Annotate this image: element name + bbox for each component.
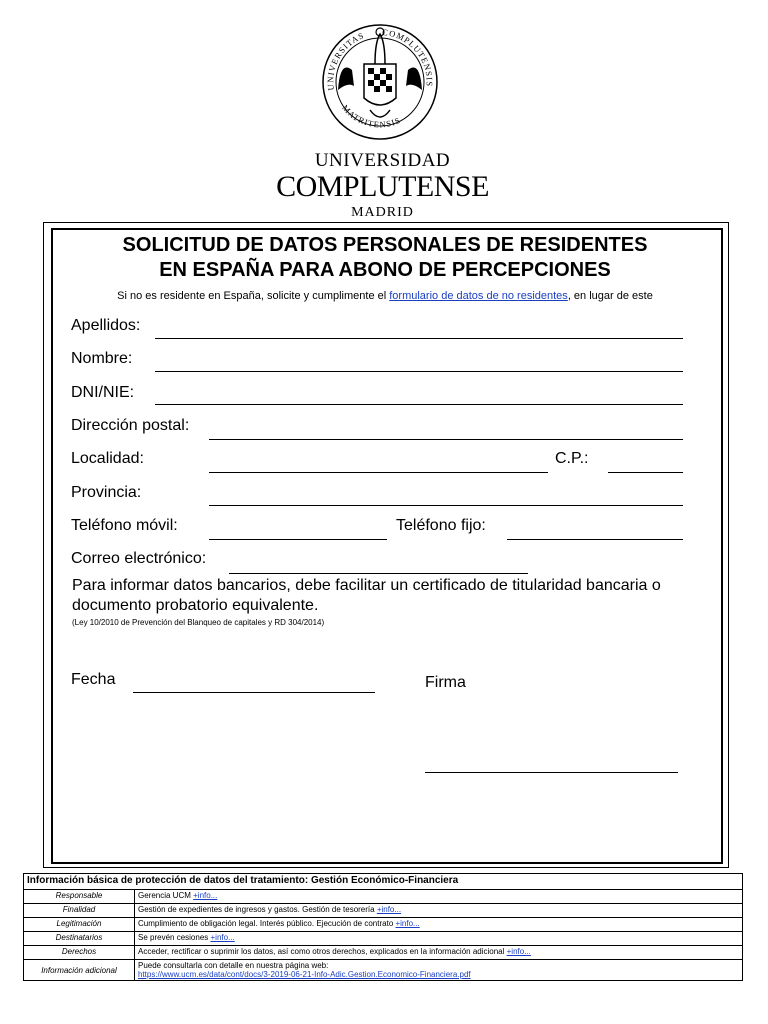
more-info-link[interactable]: +info... [193, 891, 218, 900]
non-resident-form-link[interactable]: formulario de datos de no residentes [389, 290, 568, 302]
privacy-key: Legitimación [24, 918, 135, 932]
fijo-label: Teléfono fijo: [396, 517, 486, 534]
form-title [51, 233, 719, 283]
table-row [24, 904, 743, 918]
direccion-field[interactable] [209, 439, 683, 440]
fecha-field[interactable] [133, 692, 375, 693]
privacy-key: Información adicional [24, 960, 135, 981]
table-row [24, 946, 743, 960]
provincia-field[interactable] [209, 505, 683, 506]
table-row [24, 932, 743, 946]
apellidos-field[interactable] [155, 338, 683, 339]
correo-label: Correo electrónico: [71, 550, 207, 567]
form-title-line1: SOLICITUD DE DATOS PERSONALES DE RESIDENTES [122, 234, 648, 256]
privacy-header-row [24, 874, 743, 890]
privacy-value: Gerencia UCM +info... [135, 890, 743, 904]
subtitle-text-after: , en lugar de este [567, 290, 653, 302]
correo-field[interactable] [229, 573, 528, 574]
bank-info-text: Para informar datos bancarios, debe facilitar un certificado de titularidad bancaria o documento probatorio equivalente. [72, 577, 661, 614]
cp-field[interactable] [608, 472, 683, 473]
privacy-value: Gestión de expedientes de ingresos y gastos. Gestión de tesorería +info... [135, 904, 743, 918]
privacy-key: Derechos [24, 946, 135, 960]
cp-label: C.P.: [555, 450, 589, 467]
dni-field[interactable] [155, 404, 683, 405]
localidad-label: Localidad: [71, 450, 144, 467]
form-subtitle [51, 290, 719, 302]
more-info-link[interactable]: +info... [395, 919, 420, 928]
firma-label: Firma [425, 674, 466, 691]
subtitle-text-before: Si no es residente en España, solicite y cumplimente el [117, 290, 390, 302]
privacy-key: Destinatarios [24, 932, 135, 946]
nombre-label: Nombre: [71, 350, 133, 367]
more-info-link[interactable]: +info... [210, 933, 235, 942]
form-title-line2: EN ESPAÑA PARA ABONO DE PERCEPCIONES [159, 259, 611, 281]
table-row [24, 918, 743, 932]
university-logo [275, 20, 490, 225]
privacy-key: Responsable [24, 890, 135, 904]
privacy-info-table [23, 873, 743, 981]
privacy-value: Se prevén cesiones +info... [135, 932, 743, 946]
privacy-header: Información básica de protección de datos del tratamiento: Gestión Económico-Financiera [24, 874, 743, 890]
additional-info-url-link[interactable]: https://www.ucm.es/data/cont/docs/3-2019-06-21-Info-Adic.Gestion.Economico-Financiera.pdf [138, 970, 471, 979]
form-frame [51, 228, 723, 864]
privacy-value: Acceder, rectificar o suprimir los datos, así como otros derechos, explicados en la información adicional +info... [135, 946, 743, 960]
apellidos-label: Apellidos: [71, 317, 141, 334]
privacy-key: Finalidad [24, 904, 135, 918]
movil-label: Teléfono móvil: [71, 517, 178, 534]
svg-text:UNIVERSITAS: UNIVERSITAS [325, 30, 366, 91]
privacy-value: Puede consultarla con detalle en nuestra página web: https://www.ucm.es/data/cont/docs/3-2019-06-21-Info-Adic.Gestion.Economico-Financiera.pdf [135, 960, 743, 981]
logo-university-text: UNIVERSIDAD [314, 150, 451, 171]
bank-law-reference: (Ley 10/2010 de Prevención del Blanqueo de capitales y RD 304/2014) [72, 618, 325, 627]
direccion-label: Dirección postal: [71, 417, 190, 434]
fecha-label: Fecha [71, 671, 116, 688]
firma-field[interactable] [425, 772, 678, 773]
nombre-field[interactable] [155, 371, 683, 372]
logo-complutense-text: COMPLUTENSE [276, 170, 489, 203]
more-info-link[interactable]: +info... [506, 947, 531, 956]
logo-madrid-text: MADRID [351, 205, 414, 220]
dni-label: DNI/NIE: [71, 384, 135, 401]
fijo-field[interactable] [507, 539, 683, 540]
provincia-label: Provincia: [71, 484, 142, 501]
table-row [24, 890, 743, 904]
svg-text:COMPLUTENSIS: COMPLUTENSIS [381, 26, 435, 88]
more-info-link[interactable]: +info... [376, 905, 402, 914]
movil-field[interactable] [209, 539, 387, 540]
university-seal-icon [320, 20, 440, 155]
svg-text:MATRITENSIS: MATRITENSIS [340, 102, 403, 130]
localidad-field[interactable] [209, 472, 548, 473]
privacy-value: Cumplimiento de obligación legal. Interés público. Ejecución de contrato +info... [135, 918, 743, 932]
table-row [24, 960, 743, 981]
